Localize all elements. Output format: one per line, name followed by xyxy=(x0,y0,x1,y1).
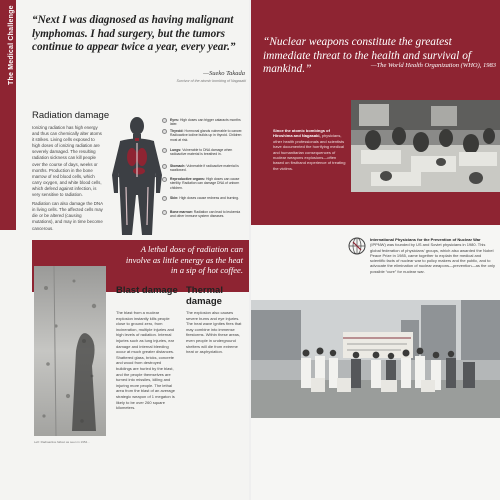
organ-item: Skin: High doses cause redness and burning. xyxy=(170,196,245,200)
blast-heading: Blast damage xyxy=(116,285,178,296)
thermal-heading: Thermal damage xyxy=(186,285,223,307)
survivor-quote-attribution-sub: Survivor of the atomic bombing of Nagasaki xyxy=(176,79,246,83)
who-quote: “Nuclear weapons constitute the greatest immediate threat to the health and survival of mankind.” xyxy=(263,36,472,75)
thyroid-icon xyxy=(162,129,167,134)
radiation-body xyxy=(32,125,104,232)
eye-icon xyxy=(162,118,167,123)
reproductive-organs-icon xyxy=(162,177,167,182)
who-quote-attribution: —The World Health Organization (WHO), 1983 xyxy=(370,62,496,69)
atomic-bombings-text: Since the atomic bombings of Hiroshima and Nagasaki, physicians, other health professionals and scientists have documented the horrifying medical and humanitarian consequences of nuclear weapons explosions—often based on firsthand experience of treating the victims. xyxy=(273,128,346,171)
hospital-ward-photo xyxy=(351,100,500,192)
blast-body: The blast from a nuclear explosion instantly kills people close to ground zero, from incineration, multiple injuries and high levels of radiation. Internal injuries such as lung injuries, ear damage and internal bleeding occur at much greater distances. Shattered glass, bricks, concrete and wood from destroyed buildings are hurled by the blast, and the people themselves are turned into missiles, killing and injuring more people. The lethal area from the blast of an average strategic weapon of 1 megaton is likely to be over 260 square kilometers. xyxy=(116,310,175,411)
left-panel xyxy=(0,0,249,500)
bone-marrow-icon xyxy=(162,210,167,215)
ippnw-text: International Physicians for the Prevention of Nuclear War (IPPNW) was founded by US and Soviet physicians in 1980. This global federation of physicians' groups, which also awarded the Nobel Peace Prize in 1985, came together to explain the medical and scientific facts of nuclear war to policy makers and the public, and to advocate the elimination of nuclear weapons—prevention—as the only possible “cure” for nuclear war. xyxy=(370,237,495,274)
organ-item: Thyroid: Hormonal glands vulnerable to cancer. Radioactive iodine builds up in thyroid. Children most at risk. xyxy=(170,129,245,142)
radiation-paragraph-1: Ionizing radiation has high energy and thus can chemically alter atoms it strikes. Living cells exposed to high doses of ionizing radiation are severely damaged. The resulting radiation sickness can kill people over the course of days, weeks or months. Production in the bone marrow of red blood cells, which carry oxygen, and white blood cells, which defend against infection, is very sensitive to radiation. xyxy=(32,125,102,198)
organ-item: Bone marrow: Radiation can lead to leukemia and other immune system diseases. xyxy=(170,210,245,219)
right-panel xyxy=(251,0,500,500)
survivor-quote-attribution: —Sueko Takada xyxy=(203,70,245,77)
survivor-quote: “Next I was diagnosed as having malignant lymphomas. I had surgery, but the tumors continue to appear twice a year, every year.” xyxy=(32,14,236,53)
human-body-figure xyxy=(106,115,168,240)
thermal-body: The explosion also causes severe burns and eye injuries. The heat wave ignites fires that may combine into immense firestorms. Within these areas, even people in underground shelters will die from extreme heat or asphyxiation. xyxy=(186,310,242,355)
organ-item: Stomach: Vulnerable if radioactive material is swallowed. xyxy=(170,164,245,173)
organ-item: Lungs: Vulnerable to DNA damage when radioactive material is breathed in. xyxy=(170,148,245,157)
organ-item: Eyes: High doses can trigger cataracts months later. xyxy=(170,118,245,127)
fallout-photo xyxy=(34,266,106,436)
lungs-icon xyxy=(162,148,167,153)
lethal-dose-text: A lethal dose of radiation can involve as little energy as the heat in a sip of hot coffee. xyxy=(125,244,243,275)
radiation-heading: Radiation damage xyxy=(32,110,110,121)
stomach-icon xyxy=(162,164,167,169)
ippnw-globe-logo xyxy=(348,237,366,255)
radiation-paragraph-2: Radiation can also damage the DNA in living cells. The affected cells may die or be altered (causing mutations), and may in time become cancerous. xyxy=(32,201,103,231)
organ-item: Reproductive organs: High doses can cause sterility. Radiation can damage DNA of unborn children. xyxy=(170,177,245,190)
protest-group-photo xyxy=(251,300,500,418)
skin-icon xyxy=(162,196,167,201)
photo-caption: Left: Radioactive fallout as seen in 1954... xyxy=(34,440,90,444)
side-tab-label: The Medical Challenge xyxy=(8,5,15,85)
